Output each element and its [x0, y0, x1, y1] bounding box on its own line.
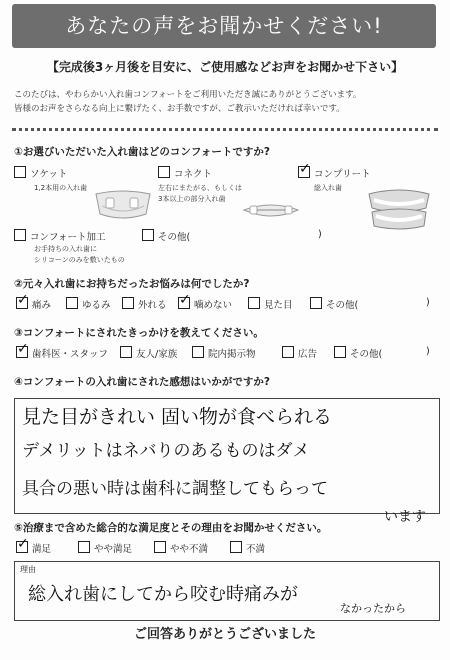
option-satisfied-checkbox[interactable]	[16, 541, 28, 553]
option-clinic-poster[interactable]	[192, 346, 256, 360]
option-socket[interactable]	[14, 166, 67, 180]
question-1-title: ①お選びいただいた入れ歯はどのコンフォートですか?	[14, 146, 270, 158]
q4-answer-line-4: います	[384, 509, 426, 525]
option-falls-out-checkbox[interactable]	[122, 297, 134, 309]
option-connect-note-2: 3本以上の部分入れ歯	[158, 195, 226, 203]
option-connect[interactable]	[158, 166, 212, 180]
option-loose-checkbox[interactable]	[66, 297, 78, 309]
option-cannot-chew-label: 噛めない	[194, 300, 233, 311]
option-dentist-staff-checkbox[interactable]	[16, 346, 28, 358]
question-2-title: ②元々入れ歯にお持ちだったお悩みは何でしたか?	[14, 278, 250, 290]
closing-message: ご回答ありがとうございました	[133, 627, 316, 642]
option-complete-checkbox[interactable]	[298, 166, 310, 178]
option-somewhat-satisfied-checkbox[interactable]	[78, 541, 90, 553]
option-q3-other[interactable]	[334, 346, 382, 360]
option-socket-note: 1,2本用の入れ歯	[34, 184, 88, 192]
option-q2-other-checkbox[interactable]	[310, 297, 322, 309]
option-comfort-processing-note-2: シリコーンのみを敷いたもの	[34, 256, 125, 264]
option-cannot-chew[interactable]	[178, 297, 232, 311]
option-somewhat-dissatisfied[interactable]	[154, 541, 208, 555]
option-somewhat-dissatisfied-label: やや不満	[170, 544, 209, 555]
option-dissatisfied-checkbox[interactable]	[230, 541, 242, 553]
option-q1-other[interactable]	[142, 229, 190, 243]
option-appearance[interactable]	[248, 297, 293, 311]
option-falls-out[interactable]	[122, 297, 167, 311]
survey-title: あなたの声をお聞かせください!	[12, 4, 436, 48]
option-clinic-poster-checkbox[interactable]	[192, 346, 204, 358]
intro-line-1: このたびは、やわらかい入れ歯コンフォートをご利用いただき誠にありがとうございます。	[14, 90, 362, 100]
option-friend-family-label: 友人/家族	[136, 349, 178, 360]
dotted-divider	[12, 128, 438, 131]
option-dissatisfied[interactable]	[230, 541, 265, 555]
option-advertisement-label: 広告	[298, 349, 318, 360]
option-somewhat-dissatisfied-checkbox[interactable]	[154, 541, 166, 553]
option-q1-other-checkbox[interactable]	[142, 229, 154, 241]
q5-reason-text-tail: なかったから	[340, 602, 406, 615]
option-pain-checkbox[interactable]	[16, 297, 28, 309]
option-comfort-processing[interactable]	[14, 229, 106, 243]
option-complete-note: 総入れ歯	[314, 184, 342, 192]
option-socket-label: ソケット	[30, 169, 68, 180]
option-advertisement-checkbox[interactable]	[282, 346, 294, 358]
option-q2-other-close: )	[426, 297, 430, 308]
option-dissatisfied-label: 不満	[246, 544, 266, 555]
connect-denture-image	[240, 196, 302, 226]
option-pain[interactable]	[16, 297, 51, 311]
question-3-title: ③コンフォートにされたきっかけを教えてください。	[14, 327, 264, 339]
option-dentist-staff-label: 歯科医・スタッフ	[32, 349, 109, 360]
q4-answer-line-3: 具合の悪い時は歯科に調整してもらって	[22, 479, 328, 499]
q4-answer-line-1: 見た目がきれい 固い物が食べられる	[22, 406, 333, 428]
option-q2-other[interactable]	[310, 297, 358, 311]
reason-label: 理由	[20, 565, 36, 574]
option-q2-other-label: その他(	[326, 300, 359, 311]
option-appearance-checkbox[interactable]	[248, 297, 260, 309]
option-connect-label: コネクト	[174, 169, 213, 180]
option-complete-label: コンプリート	[314, 169, 371, 180]
option-somewhat-satisfied[interactable]	[78, 541, 132, 555]
question-4-title: ④コンフォートの入れ歯にされた感想はいかがですか?	[14, 376, 270, 388]
option-somewhat-satisfied-label: やや満足	[94, 544, 133, 555]
intro-line-2: 皆様のお声をさらなる向上に繋げたく、お手数ですが、ご教示いただければ幸いです。	[14, 104, 345, 114]
option-loose[interactable]	[66, 297, 111, 311]
q4-answer-line-2: デメリットはネバりのあるものはダメ	[22, 441, 310, 461]
option-complete[interactable]	[298, 166, 371, 180]
socket-denture-image	[92, 186, 154, 226]
option-socket-checkbox[interactable]	[14, 166, 26, 178]
option-friend-family[interactable]	[120, 346, 177, 360]
option-q3-other-checkbox[interactable]	[334, 346, 346, 358]
option-comfort-processing-checkbox[interactable]	[14, 229, 26, 241]
option-comfort-processing-label: コンフォート加工	[30, 232, 106, 243]
option-friend-family-checkbox[interactable]	[120, 346, 132, 358]
option-comfort-processing-note-1: お手持ちの入れ歯に	[34, 245, 97, 253]
option-falls-out-label: 外れる	[138, 300, 167, 311]
complete-denture-image	[364, 186, 434, 232]
option-cannot-chew-checkbox[interactable]	[178, 297, 190, 309]
q5-reason-text: 総入れ歯にしてから咬む時痛みが	[28, 584, 298, 605]
option-q3-other-label: その他(	[350, 349, 383, 360]
question-5-title: ⑤治療まで含めた総合的な満足度とその理由をお聞かせください。	[14, 522, 328, 534]
option-connect-note-1: 左右にまたがる、もしくは	[158, 184, 242, 192]
survey-subtitle: 【完成後3ヶ月後を目安に、ご使用感などお声をお聞かせ下さい】	[46, 60, 404, 74]
option-satisfied-label: 満足	[32, 544, 52, 555]
option-clinic-poster-label: 院内掲示物	[208, 349, 256, 360]
option-appearance-label: 見た目	[264, 300, 293, 311]
option-advertisement[interactable]	[282, 346, 317, 360]
option-dentist-staff[interactable]	[16, 346, 108, 360]
option-satisfied[interactable]	[16, 541, 51, 555]
option-loose-label: ゆるみ	[82, 300, 111, 311]
option-q1-other-label: その他(	[158, 232, 191, 243]
option-q3-other-close: )	[426, 346, 430, 357]
option-q1-other-close: )	[318, 229, 322, 240]
option-connect-checkbox[interactable]	[158, 166, 170, 178]
option-pain-label: 痛み	[32, 300, 52, 311]
